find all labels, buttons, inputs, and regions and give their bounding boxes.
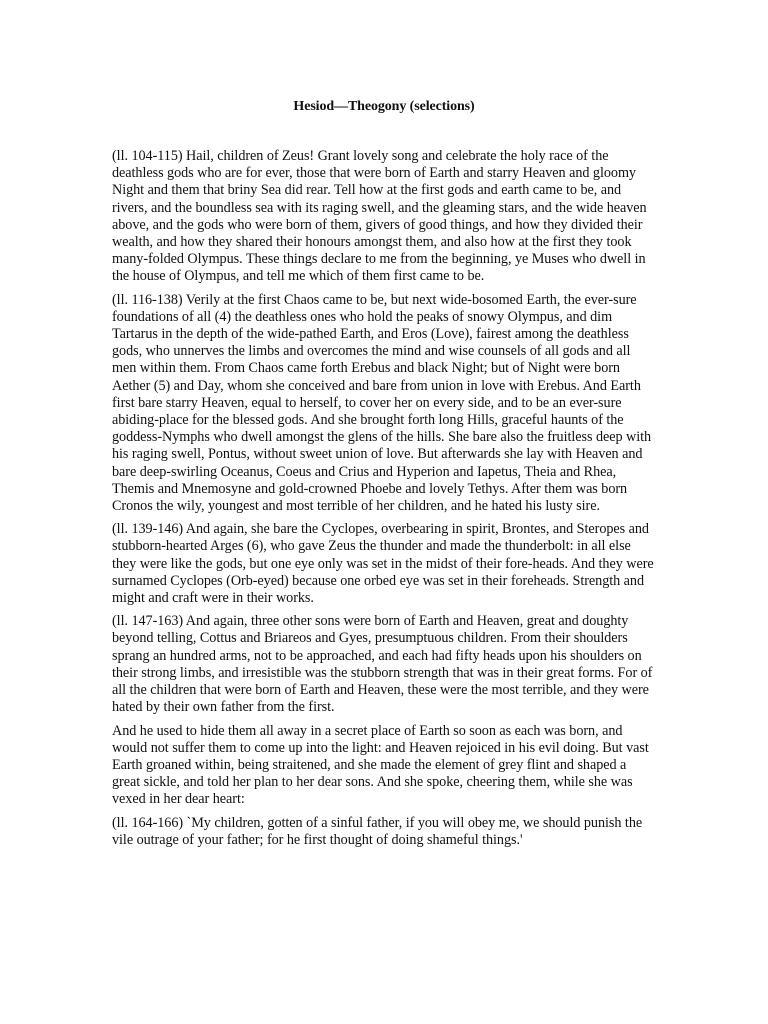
paragraph-ll-147-163: (ll. 147-163) And again, three other sons were born of Earth and Heaven, great and doughty beyond telling, Cottus and Briareos and Gyes, presumptuous children. From their shoulders sprang an hundred arms, not to be approached, and each had fifty heads upon his shoulders on their strong limbs, and irresistible was the stubborn strength that was in their great forms. For of all the children that were born of Earth and Heaven, these were the most terrible, and they were hated by their own father from the first. <box>112 613 653 716</box>
paragraph-ll-116-138: (ll. 116-138) Verily at the first Chaos came to be, but next wide-bosomed Earth, the ever-sure foundations of all (4) the deathless ones who hold the peaks of snowy Olympus, and dim Tartarus in the depth of the wide-pathed Earth, and Eros (Love), fairest among the deathless gods, who unnerves the limbs and overcomes the mind and wise counsels of all gods and all men within them. From Chaos came forth Erebus and black Night; but of Night were born Aether (5) and Day, whom she conceived and bare from union in love with Erebus. And Earth first bare starry Heaven, equal to herself, to cover her on every side, and to be an ever-sure abiding-place for the blessed gods. And she brought forth long Hills, graceful haunts of the goddess-Nymphs who dwell amongst the glens of the hills. She bare also the fruitless deep with his raging swell, Pontus, without sweet union of love. But afterwards she lay with Heaven and bare deep-swirling Oceanus, Coeus and Crius and Hyperion and Iapetus, Theia and Rhea, Themis and Mnemosyne and gold-crowned Phoebe and lovely Tethys. After them was born Cronos the wily, youngest and most terrible of her children, and he hated his lusty sire. <box>112 291 652 515</box>
paragraph-hidden-children: And he used to hide them all away in a secret place of Earth so soon as each was born, and would not suffer them to come up into the light: and Heaven rejoiced in his evil doing. But vast Earth groaned within, being straitened, and she made the element of grey flint and shaped a great sickle, and told her plan to her dear sons. And she spoke, cheering them, while she was vexed in her dear heart: <box>112 722 649 808</box>
document-body <box>112 148 657 855</box>
document-title: Hesiod—Theogony (selections) <box>293 99 475 114</box>
paragraph-ll-139-146: (ll. 139-146) And again, she bare the Cyclopes, overbearing in spirit, Brontes, and Steropes and stubborn-hearted Arges (6), who gave Zeus the thunder and made the thunderbolt: in all else they were like the gods, but one eye only was set in the midst of their fore-heads. And they were surnamed Cyclopes (Orb-eyed) because one orbed eye was set in their foreheads. Strength and might and craft were in their works. <box>112 521 654 607</box>
paragraph-ll-104-115: (ll. 104-115) Hail, children of Zeus! Grant lovely song and celebrate the holy race of the deathless gods who are for ever, those that were born of Earth and starry Heaven and gloomy Night and them that briny Sea did rear. Tell how at the first gods and earth came to be, and rivers, and the boundless sea with its raging swell, and the gleaming stars, and the wide heaven above, and the gods who were born of them, givers of good things, and how they divided their wealth, and how they shared their honours amongst them, and also how at the first they took many-folded Olympus. These things declare to me from the beginning, ye Muses who dwell in the house of Olympus, and tell me which of them first came to be. <box>112 148 647 285</box>
paragraph-ll-164-166: (ll. 164-166) `My children, gotten of a sinful father, if you will obey me, we should punish the vile outrage of your father; for he first thought of doing shameful things.' <box>112 814 643 848</box>
